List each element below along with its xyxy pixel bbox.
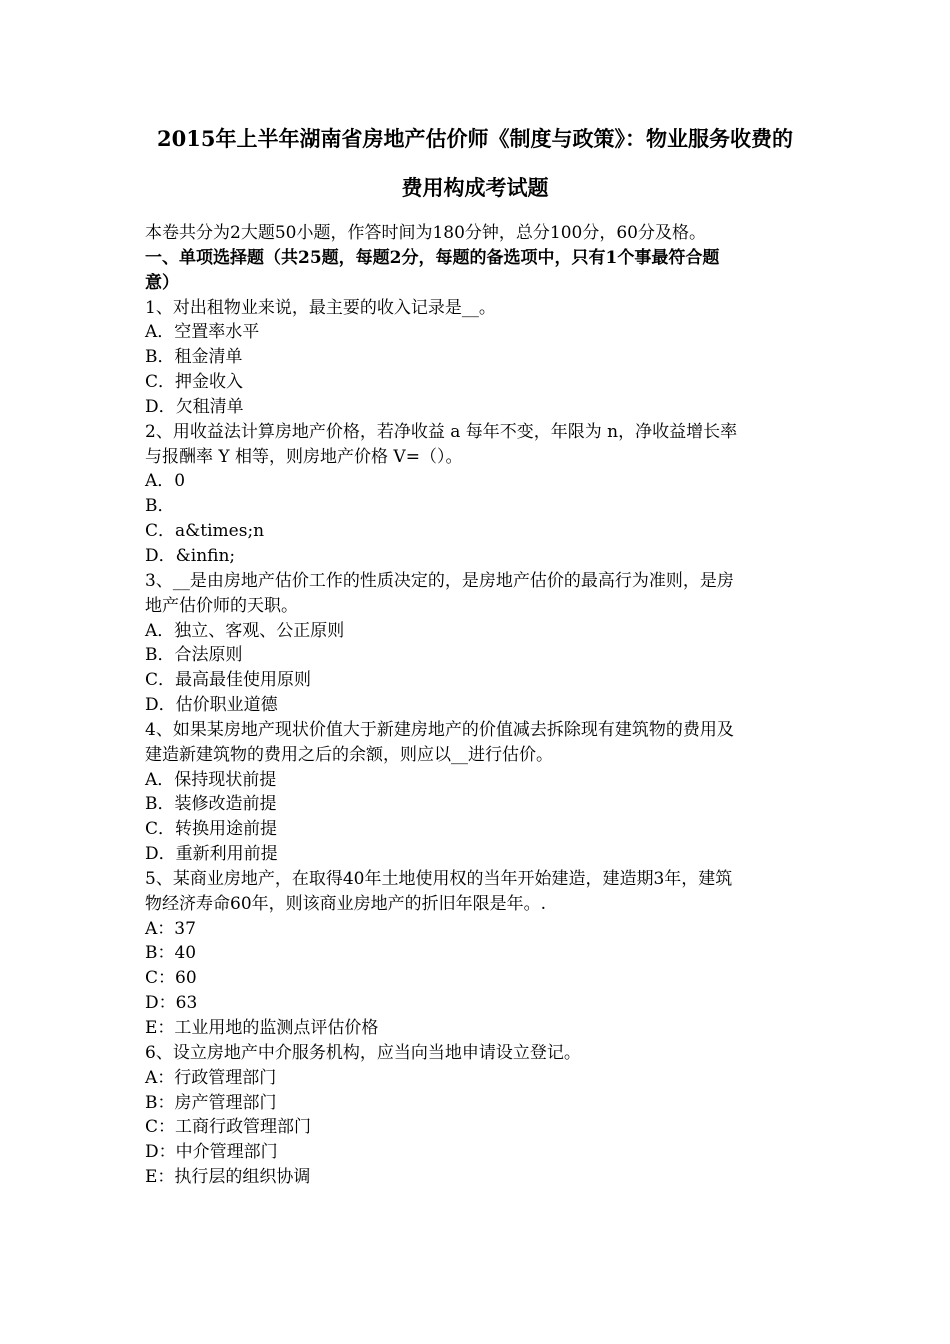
question-2-option-b: B． [145,496,175,517]
question-3-stem-continued: 地产估价师的天职。 [145,595,298,616]
question-4-stem: 4、如果某房地产现状价值大于新建房地产的价值减去拆除现有建筑物的费用及 [145,719,734,740]
question-3-option-c: C．最高最佳使用原则 [145,670,312,691]
question-3-option-b: B．合法原则 [145,645,243,666]
question-2-stem: 2、用收益法计算房地产价格，若净收益 a 每年不变，年限为 n，净收益增长率 [145,421,738,442]
question-5-stem-continued: 物经济寿命60年，则该商业房地产的折旧年限是年。. [145,893,547,914]
question-2-option-a: A．0 [145,471,186,492]
question-3-option-a: A．独立、客观、公正原则 [145,620,345,641]
question-4-stem-continued: 建造新建筑物的费用之后的余额，则应以__进行估价。 [145,744,553,765]
question-5-option-c: C：60 [145,968,197,989]
question-5-option-e: E：工业用地的监测点评估价格 [145,1018,379,1038]
section-heading-continued: 意） [145,272,179,293]
question-4-option-a: A．保持现状前提 [145,769,277,790]
question-3-option-d: D．估价职业道德 [145,695,278,716]
question-6-option-a: A：行政管理部门 [145,1067,277,1088]
question-1-option-d: D．欠租清单 [145,396,244,417]
question-5-stem: 5、某商业房地产，在取得40年土地使用权的当年开始建造，建造期3年，建筑 [145,868,733,889]
question-2-option-d: D．&infin; [145,545,236,566]
question-4-option-c: C．转换用途前提 [145,819,278,840]
document-body [145,221,810,1190]
question-6-option-d: D：中介管理部门 [145,1142,278,1163]
document-title: 2015年上半年湖南省房地产估价师《制度与政策》：物业服务收费的 [157,126,793,151]
question-2-stem-continued: 与报酬率 Y 相等，则房地产价格 V=（）。 [145,446,463,467]
question-1-stem: 1、对出租物业来说，最主要的收入记录是__。 [145,297,496,318]
question-4-option-b: B．装修改造前提 [145,794,277,815]
question-4-option-d: D．重新利用前提 [145,844,278,865]
question-1-option-a: A．空置率水平 [145,322,260,343]
question-1-option-c: C．押金收入 [145,372,244,393]
question-5-option-d: D：63 [145,993,198,1014]
question-1-option-b: B．租金清单 [145,347,243,368]
question-6-stem: 6、设立房地产中介服务机构，应当向当地申请设立登记。 [145,1042,581,1063]
document-title-continued: 费用构成考试题 [401,175,549,200]
section-heading: 一、单项选择题（共25题，每题2分，每题的备选项中，只有1个事最符合题 [145,247,720,268]
question-2-option-c: C．a&times;n [145,521,265,542]
question-6-option-c: C：工商行政管理部门 [145,1117,312,1138]
question-6-option-b: B：房产管理部门 [145,1092,277,1113]
question-5-option-a: A：37 [145,918,196,939]
question-3-stem: 3、__是由房地产估价工作的性质决定的，是房地产估价的最高行为准则，是房 [145,570,734,591]
exam-intro: 本卷共分为2大题50小题，作答时间为180分钟，总分100分，60分及格。 [145,223,706,243]
question-5-option-b: B：40 [145,943,197,964]
question-6-option-e: E：执行层的组织协调 [145,1167,311,1188]
